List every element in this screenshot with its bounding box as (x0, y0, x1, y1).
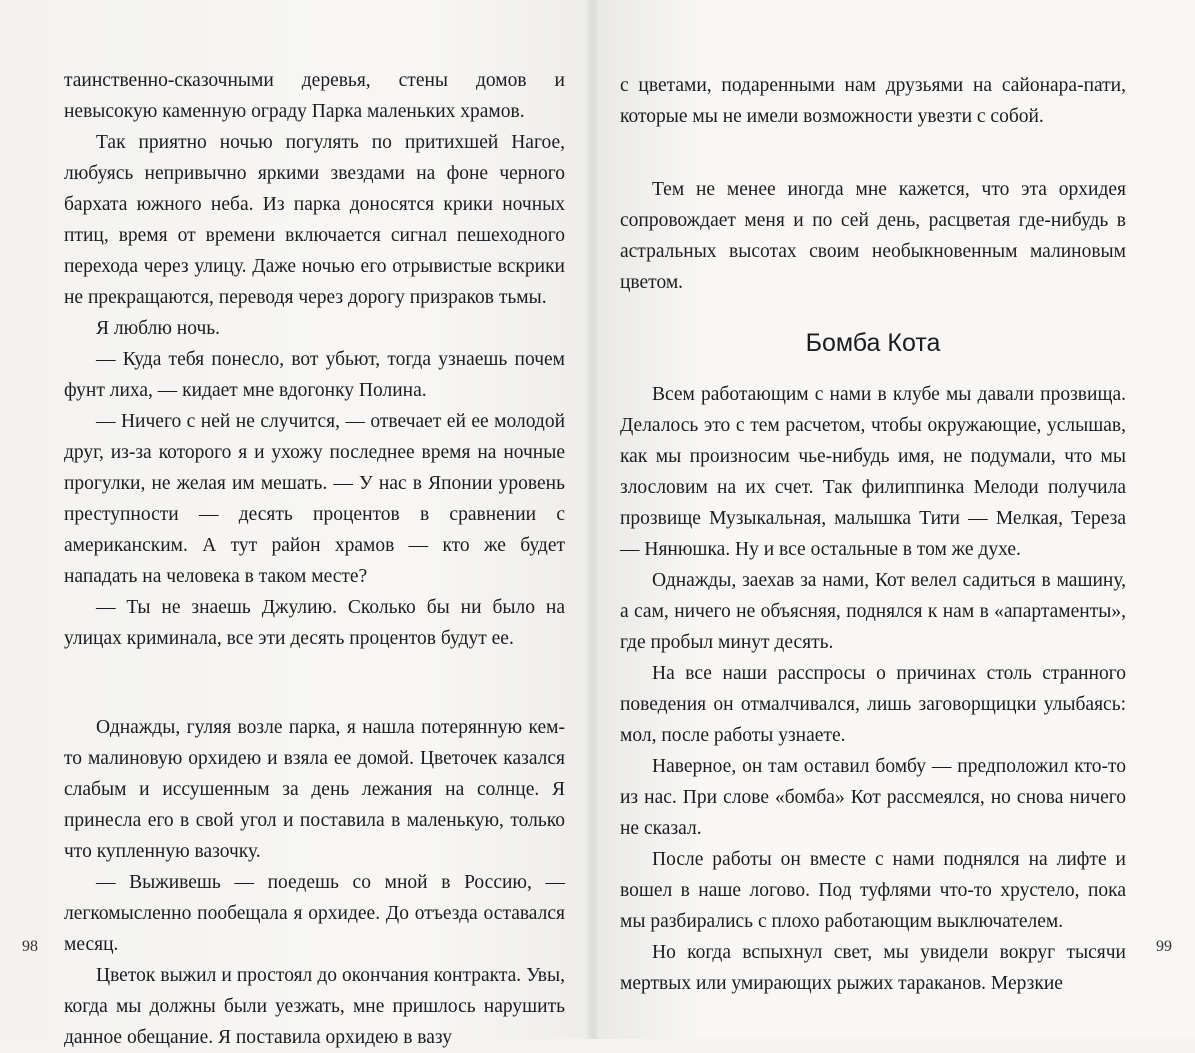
paragraph: Так приятно ночью погулять по притихшей Нагое, любуясь непривычно яркими звездами на фоне черного бархата южного неба. Из парка доносятся крики ночных птиц, время от времени включается сигнал пешеходного перехода через улицу. Даже ночью его отрывистые вскрики не прекращаются, переводя через дорогу призраков тьмы. (64, 132, 565, 308)
paragraph: Но когда вспыхнул свет, мы увидели вокруг тысячи мертвых или умирающих рыжих тараканов. Мерзкие (620, 942, 1126, 994)
paragraph: Тем не менее иногда мне кажется, что эта орхидея сопровождает меня и по сей день, расцветая где-нибудь в астральных высотах своим необыкновенным малиновым цветом. (620, 179, 1126, 293)
section-title: Бомба Кота (805, 329, 941, 357)
right-page-text (620, 70, 1126, 999)
paragraph: — Ничего с ней не случится, — отвечает ей ее молодой друг, из-за которого я и ухожу последнее время на ночные прогулки, не желая им мешать. — У нас в Японии уровень преступности — десять процентов в сравнении с американским. А тут район храмов — кто же будет нападать на человека в таком месте? (64, 411, 565, 587)
paragraph: На все наши расспросы о причинах столь странного поведения он отмалчивался, лишь заговорщицки улыбаясь: мол, после работы узнаете. (620, 663, 1126, 746)
paragraph: — Ты не знаешь Джулию. Сколько бы ни было на улицах криминала, все эти десять процентов будут ее. (64, 597, 565, 649)
section-break (620, 132, 1126, 174)
book-gutter (585, 0, 599, 1039)
paragraph: — Выживешь — поедешь со мной в Россию, — легкомысленно пообещала я орхидее. До отъезда оставался месяц. (64, 872, 565, 955)
paragraph: Я люблю ночь. (96, 318, 221, 339)
page-number-right: 99 (1156, 938, 1172, 955)
paragraph: Цветок выжил и простоял до окончания контракта. Увы, когда мы должны были уезжать, мне пришлось нарушить данное обещание. Я поставила орхидею в вазу (64, 965, 565, 1048)
paragraph: Наверное, он там оставил бомбу — предположил кто-то из нас. При слове «бомба» Кот рассмеялся, но снова ничего не сказал. (620, 756, 1126, 839)
paragraph: Всем работающим с нами в клубе мы давали прозвища. Делалось это с тем расчетом, чтобы окружающие, услышав, как мы произносим чье-нибудь имя, не подумали, что мы злословим на их счет. Так филиппинка Мелоди получила прозвище Музыкальная, малышка Тити — Мелкая, Тереза — Нянюшка. Ну и все остальные в том же духе. (620, 384, 1126, 560)
section-break (64, 654, 565, 712)
left-page-text (64, 65, 565, 1053)
paragraph: Однажды, заехав за нами, Кот велел садиться в машину, а сам, ничего не объясняя, поднялся к нам в «апартаменты», где пробыл минут десять. (620, 570, 1126, 653)
paragraph: — Куда тебя понесло, вот убьют, тогда узнаешь почем фунт лиха, — кидает мне вдогонку Полина. (64, 349, 565, 401)
paragraph: Однажды, гуляя возле парка, я нашла потерянную кем-то малиновую орхидею и взяла ее домой. Цветочек казался слабым и иссушенным за день лежания на солнце. Я принесла его в свой угол и поставила в маленькую, только что купленную вазочку. (64, 717, 565, 862)
paragraph: таинственно-сказочными деревья, стены домов и невысокую каменную ограду Парка маленьких храмов. (64, 70, 565, 122)
paragraph: с цветами, подаренными нам друзьями на сайонара-пати, которые мы не имели возможности увезти с собой. (620, 75, 1126, 127)
paragraph: После работы он вместе с нами поднялся на лифте и вошел в наше логово. Под туфлями что-то хрустело, пока мы разбирались с плохо работающим выключателем. (620, 849, 1126, 932)
page-number-left: 98 (22, 938, 38, 955)
